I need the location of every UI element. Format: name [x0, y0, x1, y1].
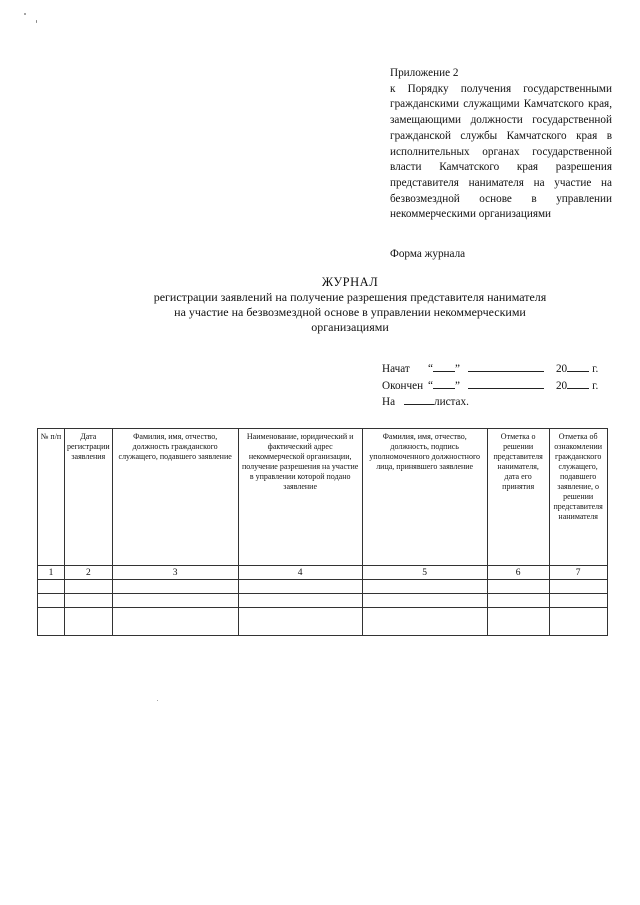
quote-open: “: [428, 363, 433, 375]
table-header-row: [38, 429, 608, 566]
empty-cell: [362, 608, 487, 636]
empty-cell: [362, 580, 487, 594]
header-cell: Наименование, юридический и фактический адрес некоммерческой организации, получение разрешения на участие в управлении которой подано заявление: [238, 429, 362, 566]
empty-cell: [112, 608, 238, 636]
header-cell: Фамилия, имя, отчество, должность, подпись уполномоченного должностного лица, принявшего заявление: [362, 429, 487, 566]
empty-cell: [65, 580, 113, 594]
journal-table: [37, 428, 608, 636]
empty-cell: [549, 608, 607, 636]
column-number: 6: [487, 566, 549, 580]
journal-subtitle-line-2: на участие на безвозмездной основе в управлении некоммерческими: [174, 305, 526, 319]
empty-cell: [487, 608, 549, 636]
empty-cell: [238, 594, 362, 608]
empty-cell: [362, 594, 487, 608]
scan-speck: [24, 13, 26, 15]
journal-title: ЖУРНАЛ: [321, 275, 379, 289]
header-cell: Фамилия, имя, отчество, должность гражданского служащего, подавшего заявление: [112, 429, 238, 566]
started-row: [382, 361, 612, 378]
column-number: 2: [65, 566, 113, 580]
appendix-block: [390, 66, 612, 223]
column-number-row: [38, 566, 608, 580]
year-blank: [567, 378, 589, 389]
day-blank: [433, 378, 455, 389]
empty-cell: [38, 580, 65, 594]
quote-close: ”: [454, 379, 460, 392]
scan-speck: [157, 700, 158, 701]
journal-subtitle-line-3: организациями: [311, 320, 389, 334]
header-cell: Отметка об ознакомлении гражданского служащего, подавшего заявление, о решении представителя нанимателя: [549, 429, 607, 566]
finished-label: Окончен: [382, 379, 424, 392]
table-row: [38, 594, 608, 608]
year-suffix: г.: [592, 379, 599, 392]
empty-cell: [65, 608, 113, 636]
quote-close: ”: [454, 363, 460, 375]
year-suffix: г.: [592, 363, 599, 375]
sheets-blank: [404, 394, 434, 405]
year-prefix: 20: [555, 363, 568, 375]
sheets-row: [382, 394, 612, 411]
header-cell: Дата регистрации заявления: [65, 429, 113, 566]
appendix-title: Приложение 2: [390, 67, 459, 79]
empty-cell: [38, 608, 65, 636]
empty-cell: [549, 594, 607, 608]
column-number: 5: [362, 566, 487, 580]
day-blank: [433, 361, 455, 372]
column-number: 7: [549, 566, 607, 580]
month-blank: [468, 361, 544, 372]
empty-cell: [65, 594, 113, 608]
header-cell: № п/п: [38, 429, 65, 566]
table-row: [38, 608, 608, 636]
column-number: 3: [112, 566, 238, 580]
empty-cell: [238, 608, 362, 636]
empty-cell: [38, 594, 65, 608]
table-row: [38, 580, 608, 594]
journal-meta: [382, 361, 612, 411]
sheets-label: листах.: [434, 396, 469, 408]
journal-heading: [110, 275, 590, 335]
empty-cell: [549, 580, 607, 594]
quote-open: “: [428, 379, 433, 392]
year-blank: [567, 361, 589, 372]
finished-row: [382, 378, 612, 395]
appendix-text: к Порядку получения государственными гражданскими служащими Камчатского края, замещающими должности государственной гражданской службы Камчатского края в исполнительных органах государственной власти Камчатского края разрешения представителя нанимателя на участие на безвозмездной основе в управлении некоммерческими организациями: [390, 82, 612, 221]
month-blank: [468, 378, 544, 389]
empty-cell: [487, 580, 549, 594]
empty-cell: [112, 580, 238, 594]
year-prefix: 20: [555, 379, 568, 392]
form-label: Форма журнала: [390, 248, 466, 260]
column-number: 1: [38, 566, 65, 580]
on-label: На: [382, 396, 396, 408]
empty-cell: [487, 594, 549, 608]
column-number: 4: [238, 566, 362, 580]
header-cell: Отметка о решении представителя нанимателя, дата его принятия: [487, 429, 549, 566]
started-label: Начат: [382, 363, 410, 375]
journal-subtitle-line-1: регистрации заявлений на получение разрешения представителя нанимателя: [153, 290, 547, 304]
scan-speck: [36, 20, 37, 23]
empty-cell: [112, 594, 238, 608]
empty-cell: [238, 580, 362, 594]
